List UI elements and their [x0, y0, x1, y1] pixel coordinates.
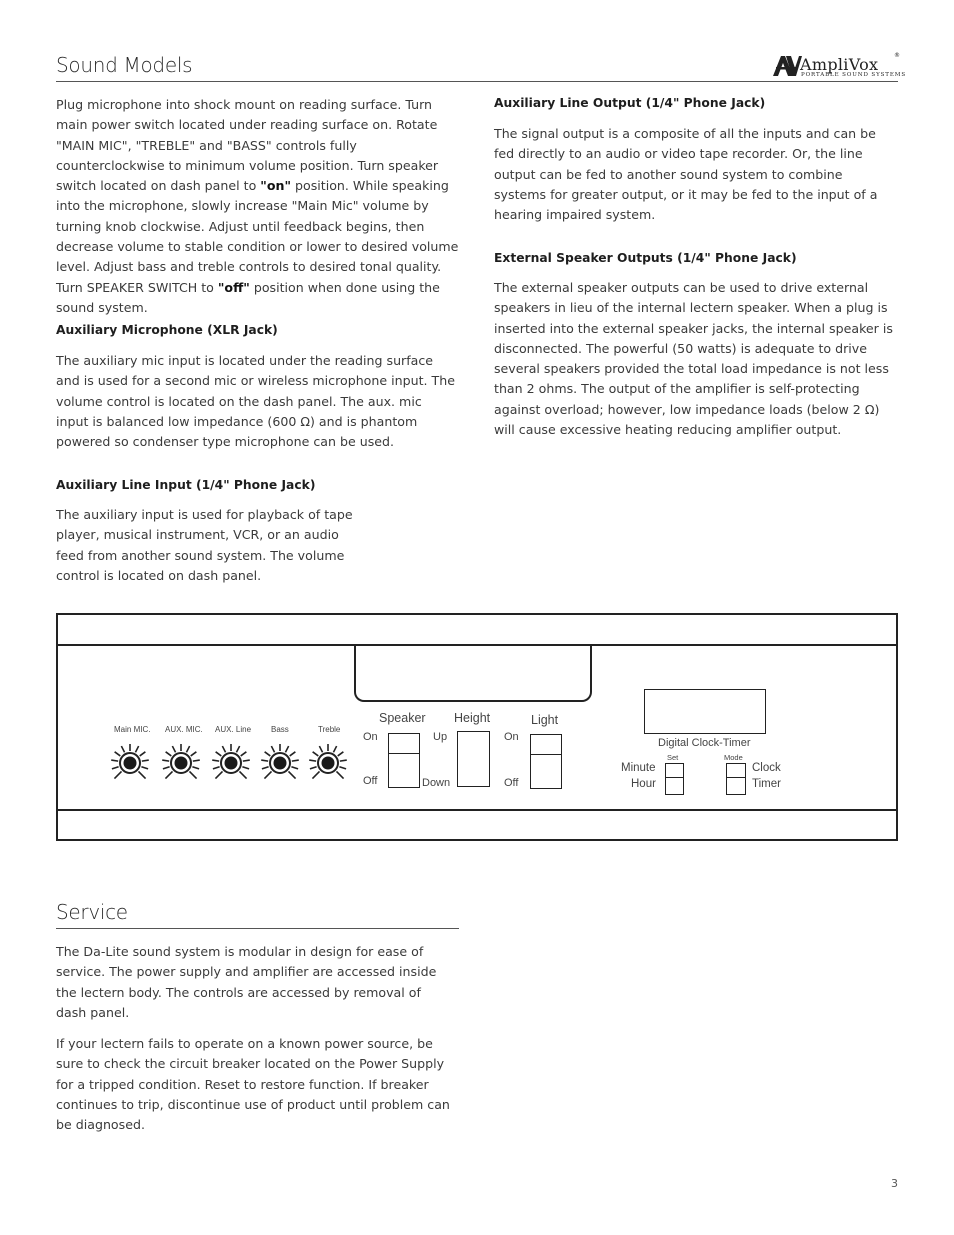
- knob-label-main-mic-text: Main MIC.: [114, 725, 151, 734]
- ext-speaker-paragraph: The external speaker outputs can be used to drive external speakers in lieu of the internal lectern speaker. When a plug is inserted into the external speaker jacks, the internal speaker is disconnected. The powerful (50 watts) is adequate to drive several speakers provided the total load impedance is not less than 2 ohms. The output of the amplifier is self-protecting against overload; however, low impedance loads (below 2 Ω) will cause excessive heating reducing amplifier output.: [494, 280, 893, 438]
- clock-set-button[interactable]: [665, 763, 684, 795]
- service-paragraph-2: If your lectern fails to operate on a known power source, be sure to check the circuit breaker located on the Power Supply for a tripped condition. Reset to restore function. If breaker continues to trip, discontinue use of product until problem can be diagnosed.: [56, 1036, 450, 1133]
- service-rule: [56, 928, 459, 929]
- speaker-off-label: Off: [363, 775, 378, 787]
- speaker-on-label: On: [363, 731, 378, 743]
- aux-mic-paragraph: The auxiliary mic input is located under the reading surface and is used for a second mic or wireless microphone input. The volume control is located on the dash panel. The aux. mic input is balanced low impedance (600 Ω) and is phantom powered so condenser type microphone can be used.: [56, 353, 455, 450]
- av-logo-mark-icon: [772, 54, 802, 78]
- clock-set-label: Set: [667, 753, 679, 762]
- aux-line-input-heading: Auxiliary Line Input (1/4" Phone Jack): [56, 478, 316, 492]
- height-switch[interactable]: [457, 731, 490, 787]
- clock-timer-label: Timer: [752, 778, 781, 790]
- amplivox-logo: [772, 52, 906, 80]
- service-paragraph-1: The Da-Lite sound system is modular in design for ease of service. The power supply and amplifier are accessed inside the lectern body. The controls are accessed by removal of dash panel.: [56, 944, 437, 1020]
- clock-clock-label: Clock: [752, 762, 781, 774]
- display-recess: [354, 644, 592, 702]
- knob-bass[interactable]: [261, 744, 299, 779]
- height-up-label: Up: [433, 731, 448, 743]
- light-switch[interactable]: [530, 734, 562, 789]
- knob-treble[interactable]: [309, 744, 347, 779]
- height-down-label: Down: [422, 777, 451, 789]
- speaker-switch-label: Speaker: [379, 711, 426, 725]
- knob-aux-mic[interactable]: [162, 744, 200, 779]
- intro-paragraph: Plug microphone into shock mount on reading surface. Turn main power switch located under reading surface on. Rotate "MAIN MIC", "TREBLE" and "BASS" controls fully counterclockwise to minimum volume position. Turn speaker switch located on dash panel to "on" position. While speaking into the microphone, slowly increase "Main Mic" volume by turning knob clockwise. Adjust until feedback begins, then decrease volume to stable condition or lower to desired volume level. Adjust bass and treble controls to desired tonal quality. Turn SPEAKER SWITCH to "off" position when done using the sound system.: [56, 97, 459, 315]
- ext-speaker-heading: External Speaker Outputs (1/4" Phone Jack): [494, 251, 797, 265]
- aux-line-output-heading: Auxiliary Line Output (1/4" Phone Jack): [494, 96, 766, 110]
- page-title: Sound Models: [56, 53, 193, 77]
- logo-wordmark: AmpliVox: [800, 55, 879, 74]
- panel-bottom-divider: [56, 809, 898, 811]
- knob-label-aux-mic: AUX. MIC.: [165, 725, 203, 734]
- knob-aux-line[interactable]: [212, 744, 250, 779]
- clock-hour-label: Hour: [631, 778, 656, 790]
- clock-title: Digital Clock-Timer: [658, 737, 751, 749]
- service-title: Service: [56, 900, 128, 924]
- speaker-switch[interactable]: [388, 733, 420, 788]
- knob-label-bass: Bass: [271, 725, 289, 734]
- knob-row: [100, 738, 360, 788]
- aux-mic-heading: Auxiliary Microphone (XLR Jack): [56, 323, 278, 337]
- knob-main-mic[interactable]: [111, 744, 149, 779]
- registered-mark: ®: [894, 52, 900, 59]
- clock-minute-label: Minute: [621, 762, 656, 774]
- header-rule: [56, 81, 898, 82]
- aux-line-input-paragraph: The auxiliary input is used for playback of tape player, musical instrument, VCR, or an audio feed from another sound system. The volume control is located on dash panel.: [56, 507, 353, 583]
- knob-label-treble: Treble: [318, 725, 341, 734]
- logo-tagline: PORTABLE SOUND SYSTEMS: [801, 72, 906, 78]
- clock-mode-label: Mode: [724, 753, 743, 762]
- clock-mode-button[interactable]: [726, 763, 746, 795]
- knob-label-aux-line: AUX. Line: [215, 725, 252, 734]
- height-switch-label: Height: [454, 711, 491, 725]
- clock-display: [644, 689, 766, 734]
- light-switch-label: Light: [531, 713, 559, 727]
- aux-line-output-paragraph: The signal output is a composite of all the inputs and can be fed directly to an audio or video tape recorder. Or, the line output can be fed to another sound system to combine systems for greater output, or it may be fed to the input of a hearing impaired system.: [494, 126, 878, 223]
- page-number: 3: [891, 1177, 898, 1190]
- light-off-label: Off: [504, 777, 519, 789]
- light-on-label: On: [504, 731, 519, 743]
